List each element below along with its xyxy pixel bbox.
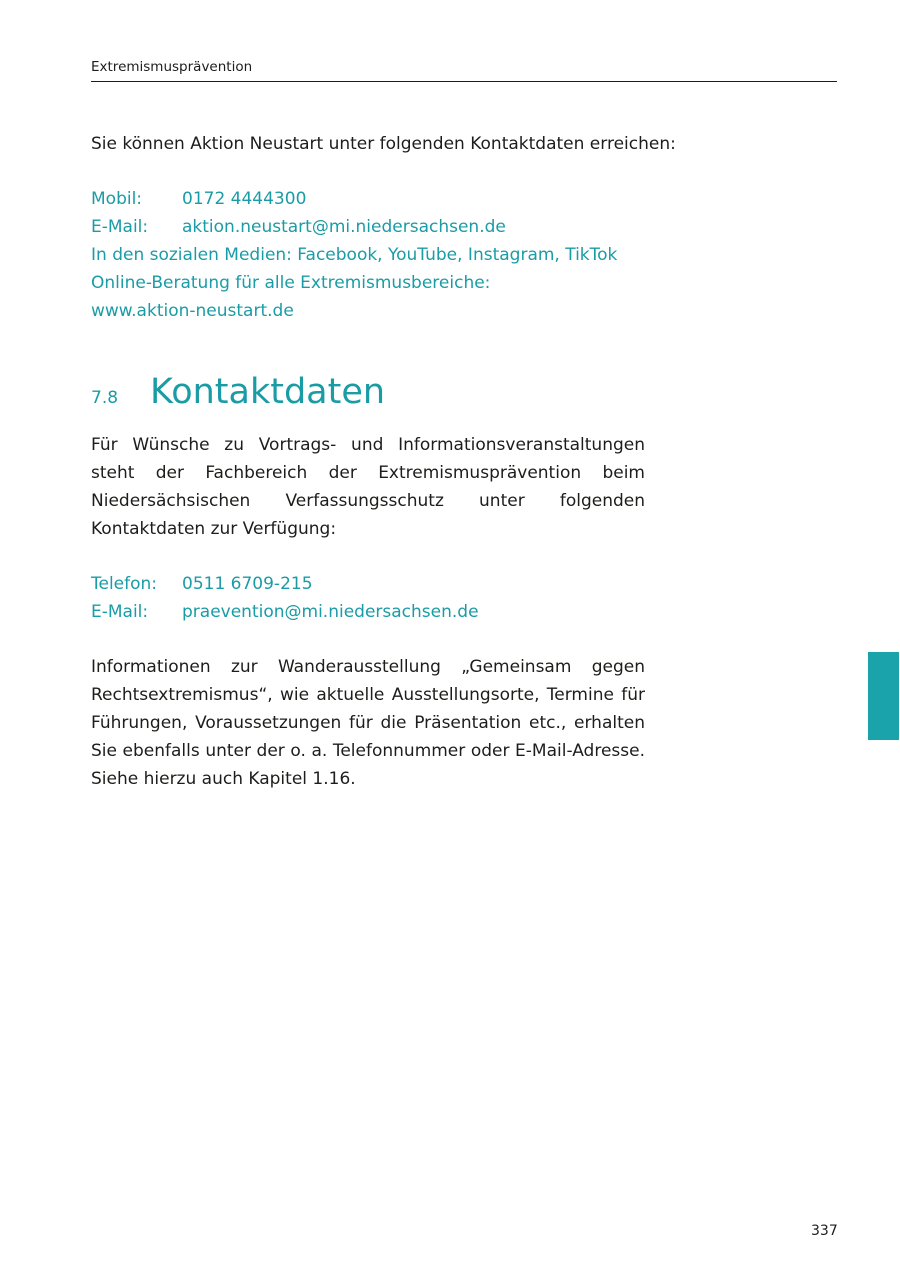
section-title: Kontaktdaten (150, 372, 386, 412)
main-content (91, 130, 676, 793)
praevention-email-link[interactable]: praevention@mi.niedersachsen.de (182, 602, 479, 622)
phone-row (91, 570, 645, 598)
email-label: E-Mail: (91, 217, 149, 237)
section-email-row (91, 598, 645, 626)
mobile-number[interactable]: 0172 4444300 (182, 189, 307, 209)
section-contact-block (91, 570, 645, 626)
mobile-label: Mobil: (91, 189, 143, 209)
online-consulting-line: Online-Beratung für alle Extremismusbereiche: (91, 273, 491, 293)
section-email-label: E-Mail: (91, 602, 149, 622)
phone-number[interactable]: 0511 6709-215 (182, 574, 313, 594)
aktion-contact-block (91, 185, 645, 325)
header-rule (91, 81, 837, 82)
aktion-email-link[interactable]: aktion.neustart@mi.niedersachsen.de (182, 217, 506, 237)
section-number: 7.8 (91, 388, 119, 408)
chapter-side-tab (868, 652, 899, 740)
page-number: 337 (811, 1223, 838, 1239)
aktion-mobile-row (91, 185, 645, 213)
section-intro-paragraph: Für Wünsche zu Vortrags- und Informationsveranstaltungen steht der Fachbereich der Extremismusprävention beim Niedersächsischen Verfassungsschutz unter folgenden Kontaktdaten zur Verfügung: (91, 435, 645, 539)
running-header: Extremismusprävention (91, 59, 253, 75)
phone-label: Telefon: (91, 574, 158, 594)
aktion-website-link[interactable]: www.aktion-neustart.de (91, 301, 294, 321)
exhibition-paragraph: Informationen zur Wanderausstellung „Gemeinsam gegen Rechtsextremismus“, wie aktuelle Ausstellungsorte, Termine für Führungen, Voraussetzungen für die Präsentation etc., erhalten Sie ebenfalls unter der o. a. Telefonnummer oder E-Mail-Adresse. Siehe hierzu auch Kapitel 1.16. (91, 657, 645, 789)
aktion-email-row (91, 213, 645, 241)
aktion-intro: Sie können Aktion Neustart unter folgenden Kontaktdaten erreichen: (91, 134, 676, 154)
social-media-line: In den sozialen Medien: Facebook, YouTube, Instagram, TikTok (91, 245, 618, 265)
section-heading (91, 370, 645, 414)
